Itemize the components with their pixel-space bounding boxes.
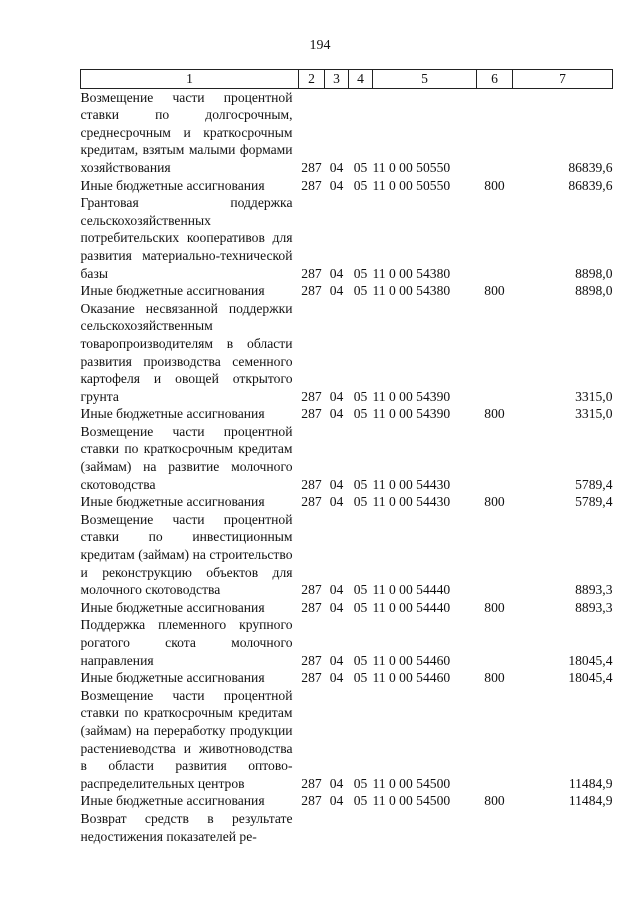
row-target-article: 11 0 00 54390: [372, 388, 451, 404]
row-name: Возмещение части процентной ставки по краткосрочным кредитам (займам) на развитие молочного скотоводства: [80, 423, 293, 492]
row-ministry-code: 287: [301, 599, 322, 615]
row-subsection-code: 05: [353, 599, 368, 615]
row-amount: 8893,3: [575, 599, 613, 615]
row-target-article: 11 0 00 50550: [372, 177, 451, 193]
row-name: Грантовая поддержка сельскохозяйственных потребительских кооперативов для развития материально-технической базы: [80, 195, 293, 281]
row-expense-type: 800: [484, 283, 505, 299]
row-name: Возмещение части процентной ставки по краткосрочным кредитам (займам) на переработку продукции растениеводства и животноводства в области развития оптово-распределительных центров: [80, 687, 293, 791]
table-row: [81, 282, 613, 300]
row-ministry-code: 287: [301, 494, 322, 510]
row-expense-type: [477, 194, 513, 282]
row-amount: 86839,6: [568, 159, 613, 175]
header-col-1: 1: [81, 70, 299, 89]
row-ministry-code: [299, 810, 325, 845]
row-ministry-code: 287: [301, 265, 322, 281]
table-row: [81, 194, 613, 282]
row-subsection-code: 05: [353, 775, 368, 791]
row-section-code: 04: [329, 406, 344, 422]
row-name: Иные бюджетные ассигнования: [80, 406, 265, 422]
row-section-code: 04: [329, 159, 344, 175]
row-ministry-code: 287: [301, 283, 322, 299]
table-row: [81, 599, 613, 617]
row-ministry-code: 287: [301, 775, 322, 791]
row-expense-type: [477, 88, 513, 176]
row-ministry-code: 287: [301, 177, 322, 193]
row-name: Возмещение части процентной ставки по долгосрочным, среднесрочным и краткосрочным кредитам, взятым малыми формами хозяйствования: [80, 89, 293, 175]
row-subsection-code: 05: [353, 159, 368, 175]
row-name: Возмещение части процентной ставки по инвестиционным кредитам (займам) на строительство и реконструкцию объектов для молочного скотоводства: [80, 511, 293, 598]
row-section-code: 04: [329, 265, 344, 281]
row-expense-type: [477, 616, 513, 669]
row-target-article: 11 0 00 54430: [372, 476, 451, 492]
row-ministry-code: 287: [301, 159, 322, 175]
row-subsection-code: 05: [353, 406, 368, 422]
row-ministry-code: 287: [301, 582, 322, 598]
row-target-article: 11 0 00 54380: [372, 265, 451, 281]
table-row: [81, 616, 613, 669]
row-subsection-code: 05: [353, 177, 368, 193]
row-subsection-code: 05: [353, 670, 368, 686]
table-row: [81, 88, 613, 176]
table-row: [81, 669, 613, 687]
table-row: [81, 405, 613, 423]
row-target-article: 11 0 00 54500: [372, 775, 451, 791]
row-expense-type: [477, 300, 513, 406]
row-name: Возврат средств в результате недостижения показателей ре-: [80, 810, 293, 844]
row-section-code: 04: [329, 388, 344, 404]
budget-table: [80, 69, 613, 845]
row-ministry-code: 287: [301, 670, 322, 686]
row-name: Иные бюджетные ассигнования: [80, 494, 265, 510]
row-expense-type: 800: [484, 406, 505, 422]
row-section-code: 04: [329, 476, 344, 492]
row-name: Поддержка племенного крупного рогатого скота молочного направления: [80, 617, 293, 668]
row-subsection-code: 05: [353, 793, 368, 809]
row-target-article: 11 0 00 54390: [372, 406, 451, 422]
row-section-code: 04: [329, 283, 344, 299]
row-name: Иные бюджетные ассигнования: [80, 599, 265, 615]
row-target-article: [373, 810, 477, 845]
row-amount: 11484,9: [568, 775, 613, 791]
row-expense-type: [477, 810, 513, 845]
row-expense-type: [477, 687, 513, 793]
table-row: [81, 792, 613, 810]
row-target-article: 11 0 00 54460: [372, 652, 451, 668]
row-target-article: 11 0 00 54460: [372, 670, 451, 686]
row-target-article: 11 0 00 54380: [372, 283, 451, 299]
row-amount: 3315,0: [575, 406, 613, 422]
row-section-code: 04: [329, 582, 344, 598]
row-section-code: 04: [329, 599, 344, 615]
row-target-article: 11 0 00 54430: [372, 494, 451, 510]
row-subsection-code: 05: [353, 494, 368, 510]
row-section-code: 04: [329, 494, 344, 510]
row-amount: 5789,4: [575, 494, 613, 510]
row-amount: 18045,4: [568, 670, 613, 686]
row-amount: 11484,9: [568, 793, 613, 809]
row-subsection-code: 05: [353, 283, 368, 299]
row-name: Иные бюджетные ассигнования: [80, 670, 265, 686]
row-amount: 86839,6: [568, 177, 613, 193]
row-ministry-code: 287: [301, 793, 322, 809]
header-col-5: 5: [373, 70, 477, 89]
row-ministry-code: 287: [301, 652, 322, 668]
header-col-7: 7: [513, 70, 613, 89]
table-row: [81, 493, 613, 511]
row-amount: [513, 810, 613, 845]
row-section-code: 04: [329, 775, 344, 791]
row-subsection-code: 05: [353, 582, 368, 598]
row-section-code: [325, 810, 349, 845]
row-subsection-code: 05: [353, 265, 368, 281]
row-expense-type: 800: [484, 177, 505, 193]
row-expense-type: 800: [484, 670, 505, 686]
row-expense-type: 800: [484, 494, 505, 510]
table-row: [81, 300, 613, 406]
row-subsection-code: 05: [353, 476, 368, 492]
row-ministry-code: 287: [301, 388, 322, 404]
header-col-6: 6: [477, 70, 513, 89]
table-row: [81, 687, 613, 793]
row-name: Иные бюджетные ассигнования: [80, 283, 265, 299]
row-amount: 8893,3: [575, 582, 613, 598]
row-amount: 3315,0: [575, 388, 613, 404]
row-amount: 18045,4: [568, 652, 613, 668]
row-expense-type: 800: [484, 599, 505, 615]
row-ministry-code: 287: [301, 406, 322, 422]
page-number: 194: [309, 38, 331, 53]
row-target-article: 11 0 00 50550: [372, 159, 451, 175]
row-amount: 8898,0: [575, 283, 613, 299]
row-section-code: 04: [329, 670, 344, 686]
row-section-code: 04: [329, 652, 344, 668]
row-expense-type: [477, 511, 513, 599]
row-amount: 8898,0: [575, 265, 613, 281]
row-subsection-code: 05: [353, 652, 368, 668]
row-target-article: 11 0 00 54500: [372, 793, 451, 809]
header-col-3: 3: [325, 70, 349, 89]
row-name: Иные бюджетные ассигнования: [80, 177, 265, 193]
row-section-code: 04: [329, 793, 344, 809]
header-col-2: 2: [299, 70, 325, 89]
row-expense-type: 800: [484, 793, 505, 809]
row-name: Оказание несвязанной поддержки сельскохозяйственным товаропроизводителям в области развития производства семенного картофеля и овощей открытого грунта: [80, 300, 293, 404]
table-row: [81, 511, 613, 599]
table-row: [81, 177, 613, 195]
table-row: [81, 810, 613, 845]
row-ministry-code: 287: [301, 476, 322, 492]
row-name: Иные бюджетные ассигнования: [80, 793, 265, 809]
row-target-article: 11 0 00 54440: [372, 582, 451, 598]
table-row: [81, 423, 613, 493]
row-subsection-code: 05: [353, 388, 368, 404]
row-subsection-code: [349, 810, 373, 845]
row-amount: 5789,4: [575, 476, 613, 492]
row-expense-type: [477, 423, 513, 493]
table-header-row: [81, 70, 613, 89]
header-col-4: 4: [349, 70, 373, 89]
row-section-code: 04: [329, 177, 344, 193]
row-target-article: 11 0 00 54440: [372, 599, 451, 615]
